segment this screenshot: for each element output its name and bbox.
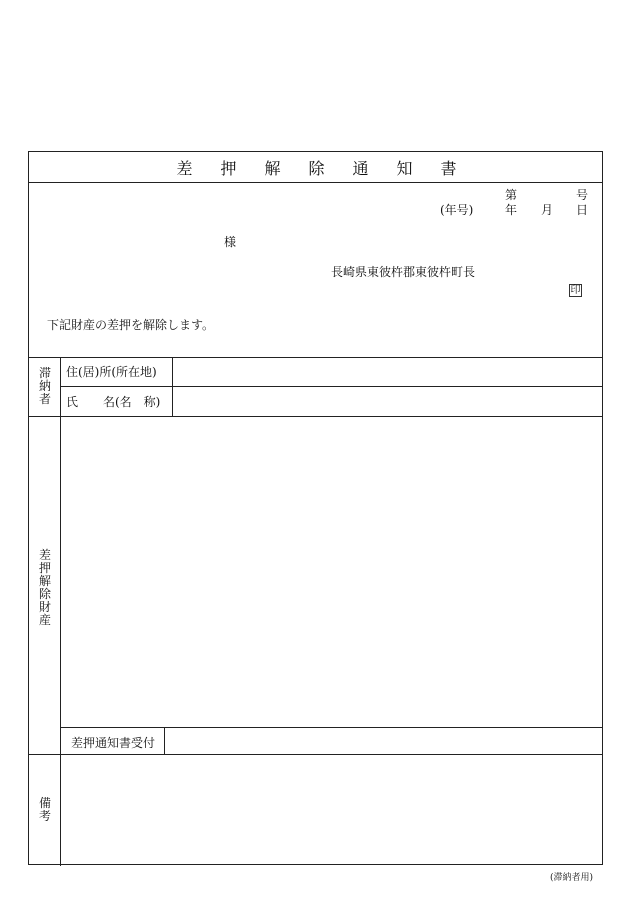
divider-receipt-column [164,727,165,754]
date-month: 月 [541,203,554,217]
body-text: 下記財産の差押を解除します。 [47,318,215,332]
name-label-family: 氏 [66,395,79,409]
section-label-char: 押 [38,561,51,575]
section-label-char: 備 [38,796,51,810]
title-char: 書 [440,158,457,178]
seizure-release-notice-form [28,151,603,865]
date-year: 年 [505,203,518,217]
address-label: 住(居)所(所在地) [66,365,157,379]
seal-mark: 印 [570,285,581,296]
taxpayer-section-label [38,367,52,406]
remarks-section-label [38,797,52,823]
property-section-label [38,549,52,627]
title-char: 解 [264,158,281,178]
copy-designation: (滞納者用) [550,873,594,883]
section-label-char: 納 [38,379,51,393]
divider-header [29,357,602,358]
section-label-char: 考 [38,809,51,823]
section-label-char: 財 [38,600,51,614]
title-char: 知 [396,158,413,178]
number-dai: 第 [505,188,518,202]
title-char: 差 [176,158,193,178]
divider-address [60,386,602,387]
section-label-char: 産 [38,613,51,627]
title-char: 押 [220,158,237,178]
property-details-area[interactable] [61,417,602,726]
section-label-char: 除 [38,587,51,601]
divider-title [29,182,602,183]
era-label: (年号) [440,203,474,217]
number-go: 号 [576,188,589,202]
title-char: 除 [308,158,325,178]
section-label-char: 差 [38,548,51,562]
divider-property-details [60,727,602,728]
issuer-name: 長崎県東彼杵郡東彼杵町長 [331,265,476,279]
addressee-sama: 様 [224,235,237,249]
section-label-char: 者 [38,392,51,406]
receipt-label: 差押通知書受付 [71,736,156,750]
remarks-area[interactable] [61,755,602,864]
form-title [29,152,604,182]
name-label-name: 名(名 称) [103,395,161,409]
section-label-char: 解 [38,574,51,588]
date-day: 日 [576,203,589,217]
title-char: 通 [352,158,369,178]
section-label-char: 滞 [38,366,51,380]
